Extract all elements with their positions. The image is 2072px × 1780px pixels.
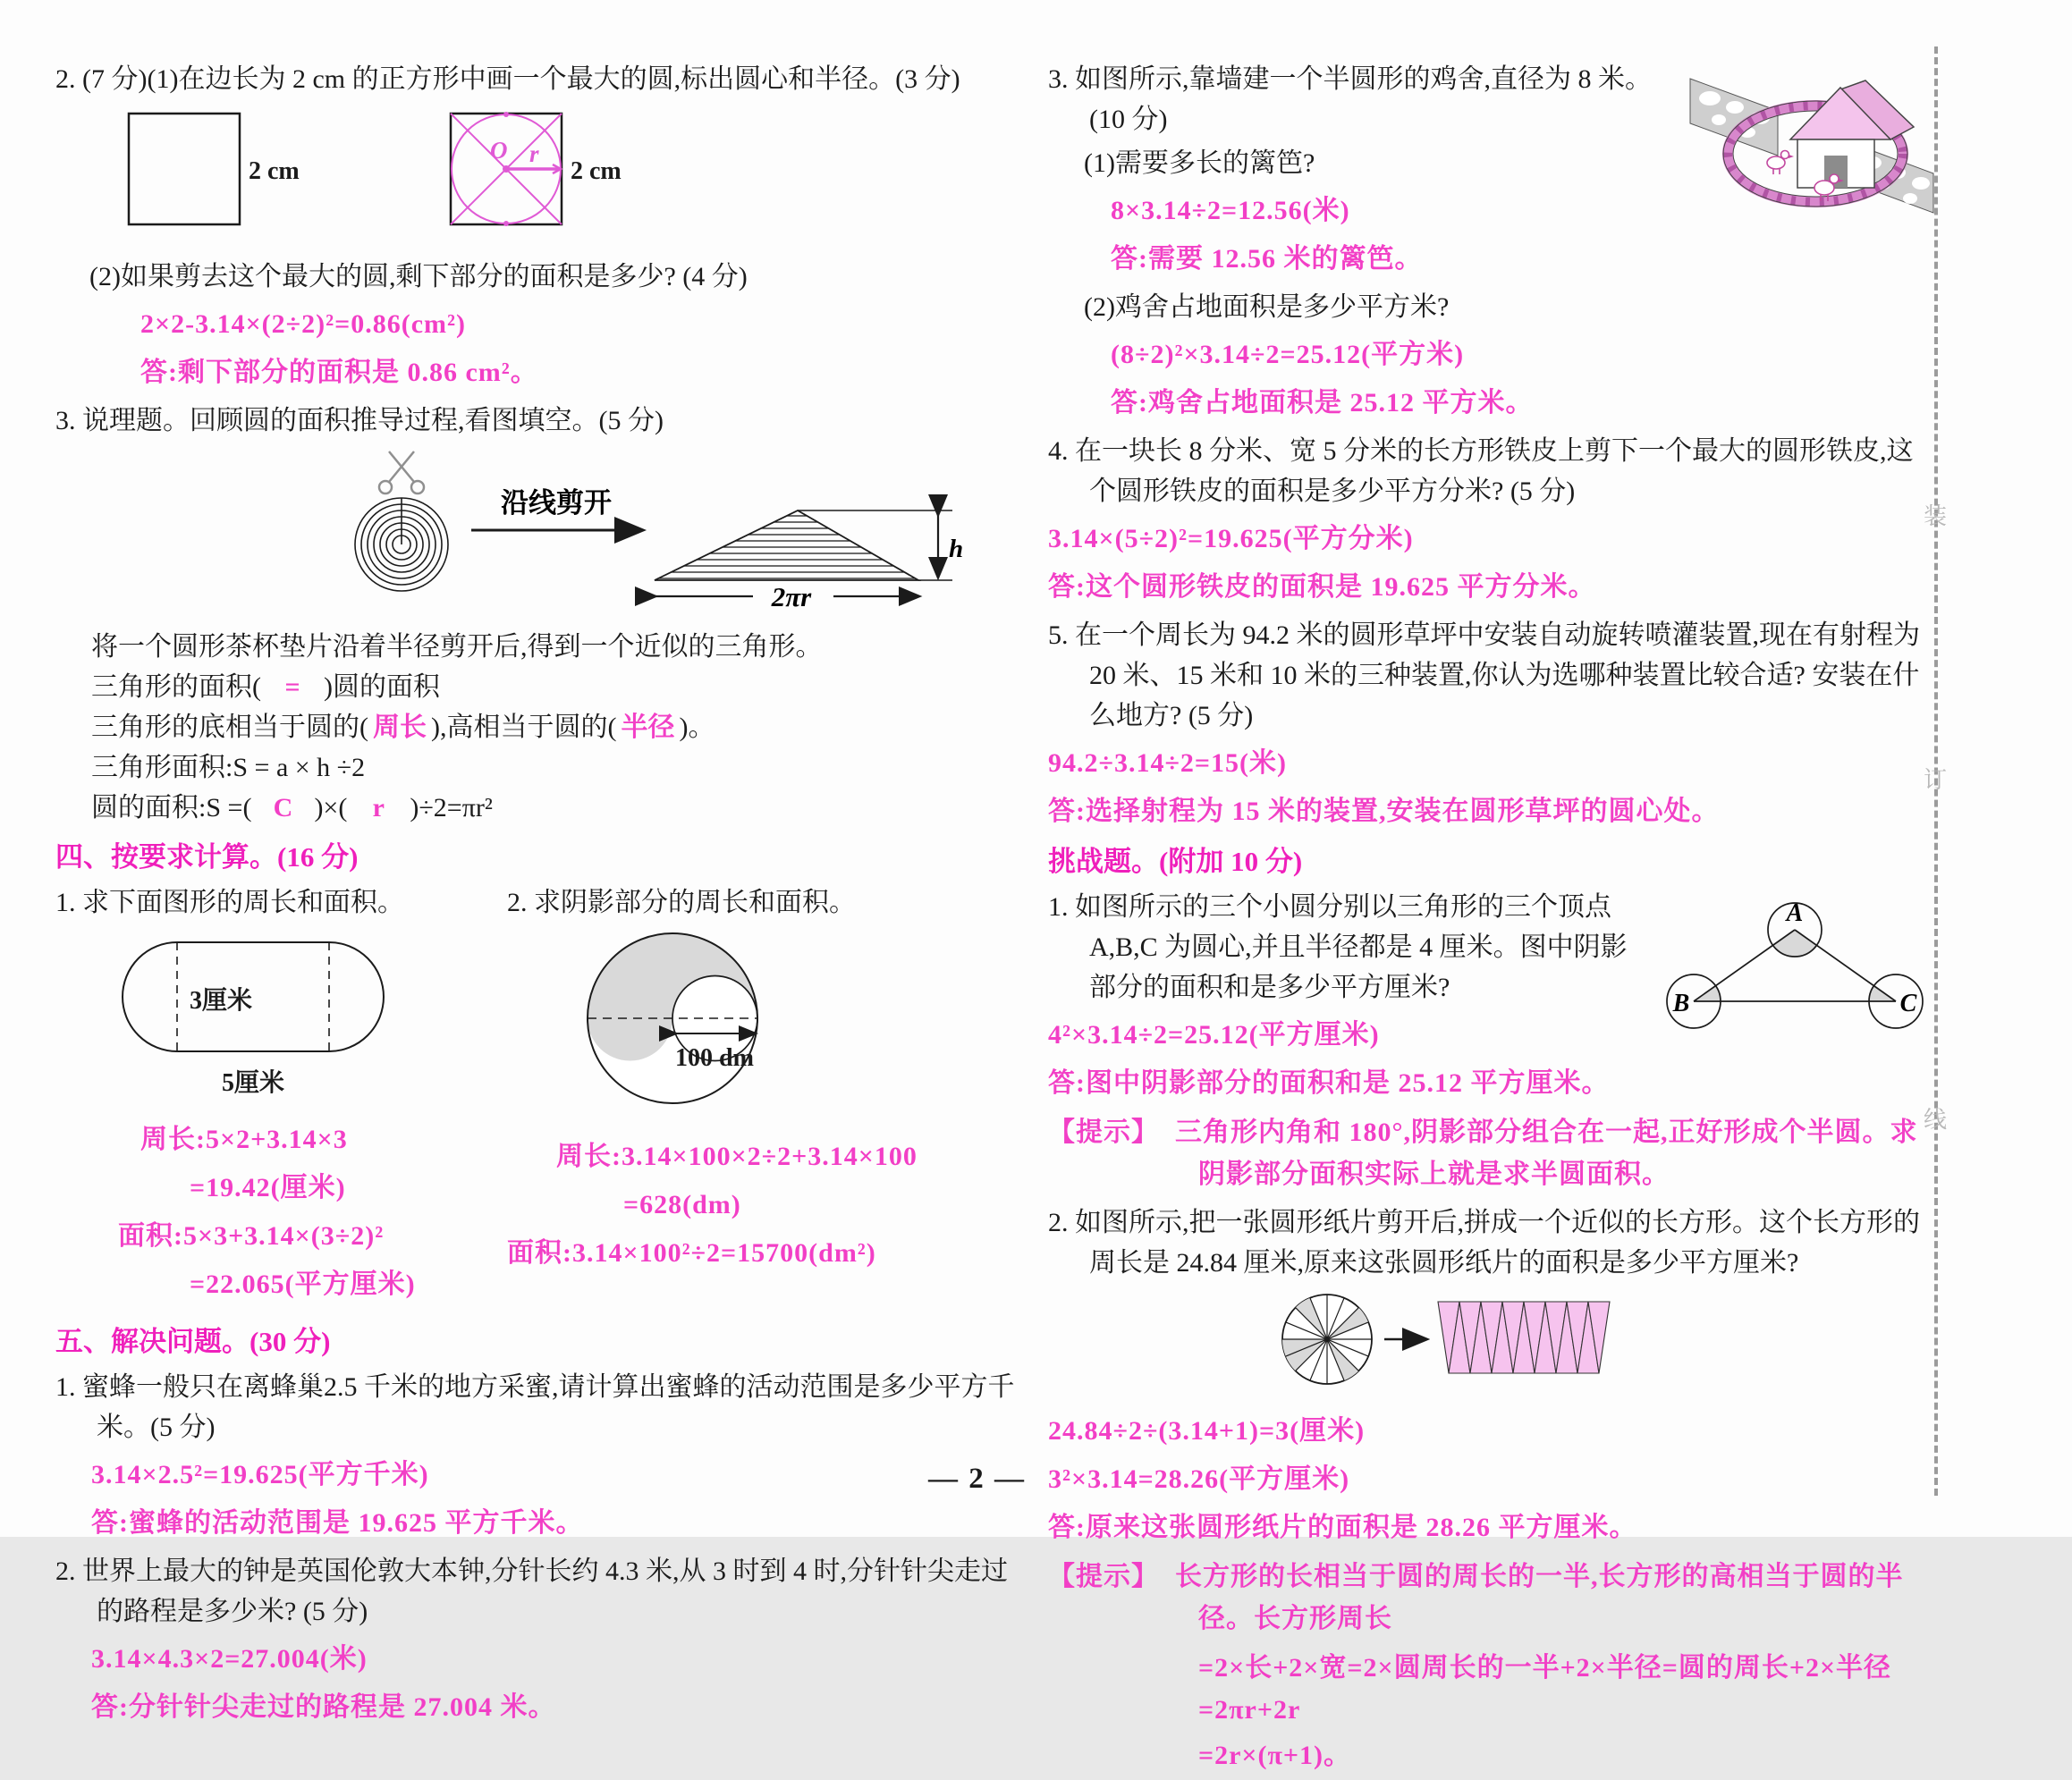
question-5-text: 5. 在一个周长为 94.2 米的圆形草坪中安装自动旋转喷灌装置,现在有射程为 20 米、15 米和 10 米的三种装置,你认为选哪种装置比较合适? 安装在什么地方? (5 分)	[1048, 620, 1920, 730]
chicken-coop-illustration	[1690, 54, 1933, 215]
page-number: — 2 —	[928, 1463, 1026, 1495]
sec4-p1-work-line: 面积:5×3+3.14×(3÷2)²	[118, 1221, 385, 1251]
q2-figures	[55, 105, 1019, 248]
fill1-pre: 三角形的面积(	[91, 672, 261, 702]
vertex-C-label: C	[1899, 990, 1917, 1017]
fill-line-4	[91, 788, 1019, 828]
triangle-circles-figure	[1656, 892, 1933, 1040]
height-label: h	[949, 535, 964, 563]
challenge-problem-2	[1048, 1202, 1933, 1776]
approximate-triangle	[655, 510, 918, 580]
challenge-problem-1	[1048, 887, 1933, 1195]
sec5-problem-2: 2. 世界上最大的钟是英国伦敦大本钟,分针长约 4.3 米,从 3 时到 4 时,分针针尖走过的路程是多少米? (5 分)	[55, 1556, 1008, 1626]
sec4-p2-work-line: 面积:3.14×100²÷2=15700(dm²)	[507, 1238, 876, 1268]
challenge-1-hint	[1048, 1111, 1933, 1195]
binding-dashed-line	[1924, 46, 1948, 1496]
fill4-blank-r: r	[372, 793, 385, 823]
sec4-p2-title: 2. 求阴影部分的周长和面积。	[507, 888, 856, 917]
q2-answer: 答:剩下部分的面积是 0.86 cm²。	[140, 358, 538, 387]
sec5-p2-work: 3.14×4.3×2=27.004(米)	[91, 1644, 368, 1674]
pie-to-strip-diagram	[1272, 1288, 1665, 1392]
fill2-blank-circumference: 周长	[373, 713, 427, 742]
fill2-blank-radius: 半径	[621, 713, 675, 742]
derivation-desc: 将一个圆形茶杯垫片沿着半径剪开后,得到一个近似的三角形。	[91, 632, 823, 662]
q4-work: 3.14×(5÷2)²=19.625(平方分米)	[1048, 524, 1414, 553]
challenge-2-work-2: 3²×3.14=28.26(平方厘米)	[1048, 1464, 1350, 1494]
sec5-p1-work: 3.14×2.5²=19.625(平方千米)	[91, 1460, 429, 1489]
question-2-line2: (2)如果剪去这个最大的圆,剩下部分的面积是多少? (4 分)	[89, 262, 748, 291]
hint-text-line: =2r×(π+1)。	[1198, 1741, 1352, 1770]
q3-part2-question: (2)鸡舍占地面积是多少平方米?	[1084, 292, 1450, 322]
q3-part2-work: (8÷2)²×3.14÷2=25.12(平方米)	[1111, 340, 1465, 369]
stadium-outline	[123, 942, 384, 1051]
q5-answer: 答:选择射程为 15 米的装置,安装在圆形草坪的圆心处。	[1048, 797, 1720, 826]
bottom-tick-dot	[503, 221, 509, 226]
sec4-problem-1	[55, 882, 507, 1312]
sec4-p1-title: 1. 求下面图形的周长和面积。	[55, 888, 404, 917]
sec4-p2-work-line: =628(dm)	[623, 1190, 741, 1219]
section-4-header: 四、按要求计算。(16 分)	[55, 841, 359, 873]
width-label: 3厘米	[190, 987, 253, 1015]
diameter-label: 100 dm	[675, 1044, 754, 1072]
section-5-header: 五、解决问题。(30 分)	[55, 1326, 331, 1357]
sec4-p1-work-line: 周长:5×2+3.14×3	[140, 1125, 348, 1154]
q3-part1-question: (1)需要多长的篱笆?	[1084, 148, 1315, 178]
q2-work: 2×2-3.14×(2÷2)²=0.86(cm²)	[140, 309, 466, 339]
length-label: 5厘米	[221, 1069, 285, 1097]
square-with-circle-figure	[447, 105, 666, 239]
fill4-blank-C: C	[273, 793, 293, 823]
challenge-2-work-1: 24.84÷2÷(3.14+1)=3(厘米)	[1048, 1416, 1366, 1446]
challenge-2-answer: 答:原来这张圆形纸片的面积是 28.26 平方厘米。	[1048, 1513, 1637, 1542]
fill-line-2	[91, 707, 1019, 747]
question-3-block	[1048, 59, 1933, 424]
vertex-A-label: A	[1786, 899, 1804, 927]
challenge-1-work: 4²×3.14÷2=25.12(平方厘米)	[1048, 1020, 1380, 1050]
shaded-circles-figure	[579, 923, 1008, 1129]
challenge-1-answer: 答:图中阴影部分的面积和是 25.12 平方厘米。	[1048, 1068, 1610, 1098]
question-4-text: 4. 在一块长 8 分米、宽 5 分米的长方形铁皮上剪下一个最大的圆形铁皮,这个圆形铁皮的面积是多少平方分米? (5 分)	[1048, 436, 1914, 506]
base-length-label: 2πr	[771, 581, 812, 612]
fill1-post: )圆的面积	[324, 672, 440, 702]
hint-label: 【提示】	[1048, 1118, 1159, 1147]
q3-part1-answer: 答:需要 12.56 米的篱笆。	[1111, 244, 1423, 274]
hint-label: 【提示】	[1048, 1562, 1159, 1591]
circle-to-rectangle-figure	[1272, 1288, 1933, 1404]
sec4-problem-2	[507, 882, 1008, 1312]
fill4-mid: )×(	[314, 793, 348, 823]
area-derivation-figure	[283, 444, 1019, 621]
left-column	[55, 59, 1019, 1735]
fill4-post: )÷2=πr²	[410, 793, 493, 823]
fill4-pre: 圆的面积:S =(	[91, 793, 252, 823]
q3-part1-work: 8×3.14÷2=12.56(米)	[1111, 196, 1350, 225]
fill2-mid: ),高相当于圆的(	[431, 713, 617, 742]
scissors-icon	[379, 451, 424, 494]
stadium-figure	[98, 926, 507, 1112]
section-4-row	[55, 882, 1019, 1312]
hint-text: 三角形内角和 180°,阴影部分组合在一起,正好形成个半圆。求阴影部分面积实际上就是求半圆面积。	[1175, 1118, 1918, 1189]
stadium-shape	[98, 926, 407, 1101]
q5-work: 94.2÷3.14÷2=15(米)	[1048, 748, 1288, 778]
challenge-header: 挑战题。(附加 10 分)	[1048, 846, 1303, 877]
chicken-icon	[1767, 151, 1794, 175]
q4-answer: 答:这个圆形铁皮的面积是 19.625 平方分米。	[1048, 572, 1596, 602]
circle-center-dot	[503, 165, 510, 173]
fill-line-3: 三角形面积:S = a × h ÷2	[91, 753, 366, 782]
sec4-p1-work-line: =22.065(平方厘米)	[190, 1270, 416, 1299]
question-2-line1: 2. (7 分)(1)在边长为 2 cm 的正方形中画一个最大的圆,标出圆心和半径。(3 分)	[55, 64, 960, 94]
binding-char: 线	[1924, 1107, 1948, 1133]
q3-part2-answer: 答:鸡舍占地面积是 25.12 平方米。	[1111, 388, 1534, 418]
fill1-blank-equals: =	[284, 672, 300, 702]
sec5-p2-answer: 答:分针针尖走过的路程是 27.004 米。	[91, 1692, 556, 1722]
sec4-p2-work-line: 周长:3.14×100×2÷2+3.14×100	[556, 1142, 918, 1171]
right-column	[1048, 59, 1933, 1780]
triangle-strip	[1438, 1302, 1610, 1373]
radius-label: r	[529, 140, 539, 167]
hint-text-line: =2×长+2×宽=2×圆周长的一半+2×半径=圆的周长+2×半径=2πr+2r	[1198, 1653, 1892, 1725]
question-3-text: 3. 如图所示,靠墙建一个半圆形的鸡舍,直径为 8 米。(10 分)	[1048, 64, 1652, 134]
cut-along-line-label: 沿线剪开	[501, 487, 612, 519]
fill2-pre: 三角形的底相当于圆的(	[91, 713, 368, 742]
top-tick-dot	[503, 112, 509, 117]
center-label: O	[490, 137, 508, 164]
coaster-concentric-circles	[355, 498, 448, 591]
vertex-B-label: B	[1672, 990, 1690, 1017]
fill2-post: )。	[679, 713, 715, 742]
sec5-p1-answer: 答:蜜蜂的活动范围是 19.625 平方千米。	[91, 1508, 584, 1538]
pie-center-dot	[1324, 1337, 1330, 1342]
shaded-sectors	[1694, 930, 1896, 1001]
cut-circle-diagram	[283, 444, 972, 610]
yin-yang-circle	[579, 923, 784, 1118]
challenge-2-text: 2. 如图所示,把一张圆形纸片剪开后,拼成一个近似的长方形。这个长方形的周长是 24.84 厘米,原来这张圆形纸片的面积是多少平方厘米?	[1048, 1208, 1920, 1278]
square-side-label: 2 cm	[571, 157, 622, 185]
sec4-p1-work-line: =19.42(厘米)	[190, 1173, 346, 1202]
sec5-problem-1: 1. 蜜蜂一般只在离蜂巢2.5 千米的地方采蜜,请计算出蜜蜂的活动范围是多少平方千米。(5 分)	[55, 1372, 1015, 1442]
challenge-2-hint	[1048, 1556, 1933, 1640]
challenge-1-text: 1. 如图所示的三个小圆分别以三角形的三个顶点 A,B,C 为圆心,并且半径都是 4 厘米。图中阴影部分的面积和是多少平方厘米?	[1048, 892, 1628, 1002]
square-outline	[129, 114, 240, 224]
fill-line-1	[91, 667, 1019, 707]
binding-char: 装	[1924, 503, 1948, 529]
hint-text-line: 长方形的长相当于圆的周长的一半,长方形的高相当于圆的半径。长方形周长	[1175, 1562, 1904, 1633]
binding-char: 订	[1924, 767, 1948, 793]
question-3-line1: 3. 说理题。回顾圆的面积推导过程,看图填空。(5 分)	[55, 406, 664, 435]
square-side-label: 2 cm	[249, 157, 300, 185]
blank-square-figure	[125, 105, 313, 239]
